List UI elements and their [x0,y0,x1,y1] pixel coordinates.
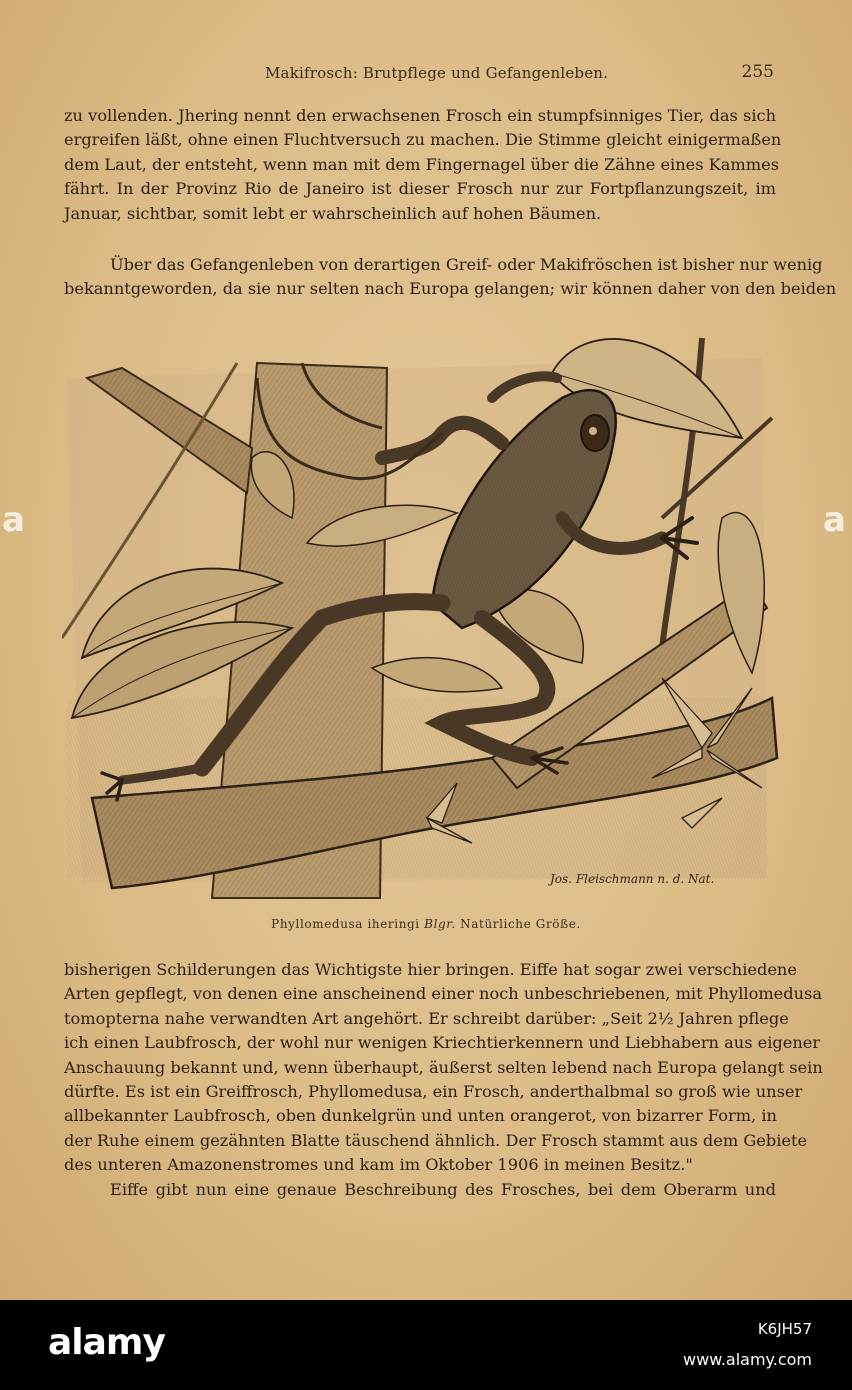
running-head [0,62,852,86]
caption-author: Blgr. [424,917,456,931]
text-line: Januar, sichtbar, somit lebt er wahrscheinlich auf hohen Bäumen. [64,203,602,223]
text-line: Arten gepflegt, von denen eine anscheinend einer noch unbeschriebenen, mit Phyllomedusa [64,984,822,1004]
text-line: Anschauung bekannt und, wenn überhaupt, äußerst selten lebend nach Europa gelangt sein [64,1057,823,1077]
alamy-logo: alamy [48,1322,165,1363]
caption-species: Phyllomedusa iheringi [271,917,420,931]
paragraph-1 [64,104,782,226]
text-line: ich einen Laubfrosch, der wohl nur wenigen Kriechtierkennern und Liebhabern aus eigener [64,1033,821,1053]
caption-note: Natürliche Größe. [460,917,581,931]
text-line: dem Laut, der entsteht, wenn man mit dem Fingernagel über die Zähne eines Kammes [64,154,780,174]
text-line: allbekannter Laubfrosch, oben dunkelgrün und unten orangerot, von bizarrer Form, in [64,1106,777,1126]
watermark-left: a [2,500,25,540]
text-line: ergreifen läßt, ohne einen Fluchtversuch zu machen. Die Stimme gleicht einigermaßen [64,130,782,150]
artist-signature: Jos. Fleischmann n. d. Nat. [550,872,715,886]
stock-footer-bar [0,1300,852,1390]
watermark-right: a [823,500,846,540]
frog-engraving-illustration [62,318,782,903]
text-line: Über das Gefangenleben von derartigen Greif- oder Makifröschen ist bisher nur wenig [110,255,823,274]
running-head-title: Makifrosch: Brutpflege und Gefangenleben. [265,64,609,82]
site-url[interactable]: www.alamy.com [683,1350,812,1369]
text-line: Eiffe gibt nun eine genaue Beschreibung des Frosches, bei dem Oberarm und [110,1179,776,1199]
text-line: des unteren Amazonenstromes und kam im Oktober 1906 in meinen Besitz." [64,1155,693,1175]
image-id: K6JH57 [757,1320,812,1338]
text-line: bisherigen Schilderungen das Wichtigste hier bringen. Eiffe hat sogar zwei verschiedene [64,960,797,979]
text-line: zu vollenden. Jhering nennt den erwachsenen Frosch ein stumpfsinniges Tier, das sich [64,106,776,125]
paragraph-2 [64,253,837,302]
text-line: dürfte. Es ist ein Greiffrosch, Phyllomedusa, ein Frosch, anderthalbmal so groß wie unser [64,1081,803,1101]
text-line: bekanntgeworden, da sie nur selten nach Europa gelangen; wir können daher von den beiden [64,279,837,299]
text-line: der Ruhe einem gezähnten Blatte täuschend ähnlich. Der Frosch stammt aus dem Gebiete [64,1130,808,1150]
paragraph-3 [64,958,823,1202]
figure-caption [0,917,852,931]
page-number: 255 [741,62,774,82]
frog-engraving-figure [62,318,782,903]
text-line: fährt. In der Provinz Rio de Janeiro ist dieser Frosch nur zur Fortpflanzungszeit, im [64,179,776,199]
text-line: tomopterna nahe verwandten Art angehört. Er schreibt darüber: „Seit 2½ Jahren pflege [64,1008,789,1028]
